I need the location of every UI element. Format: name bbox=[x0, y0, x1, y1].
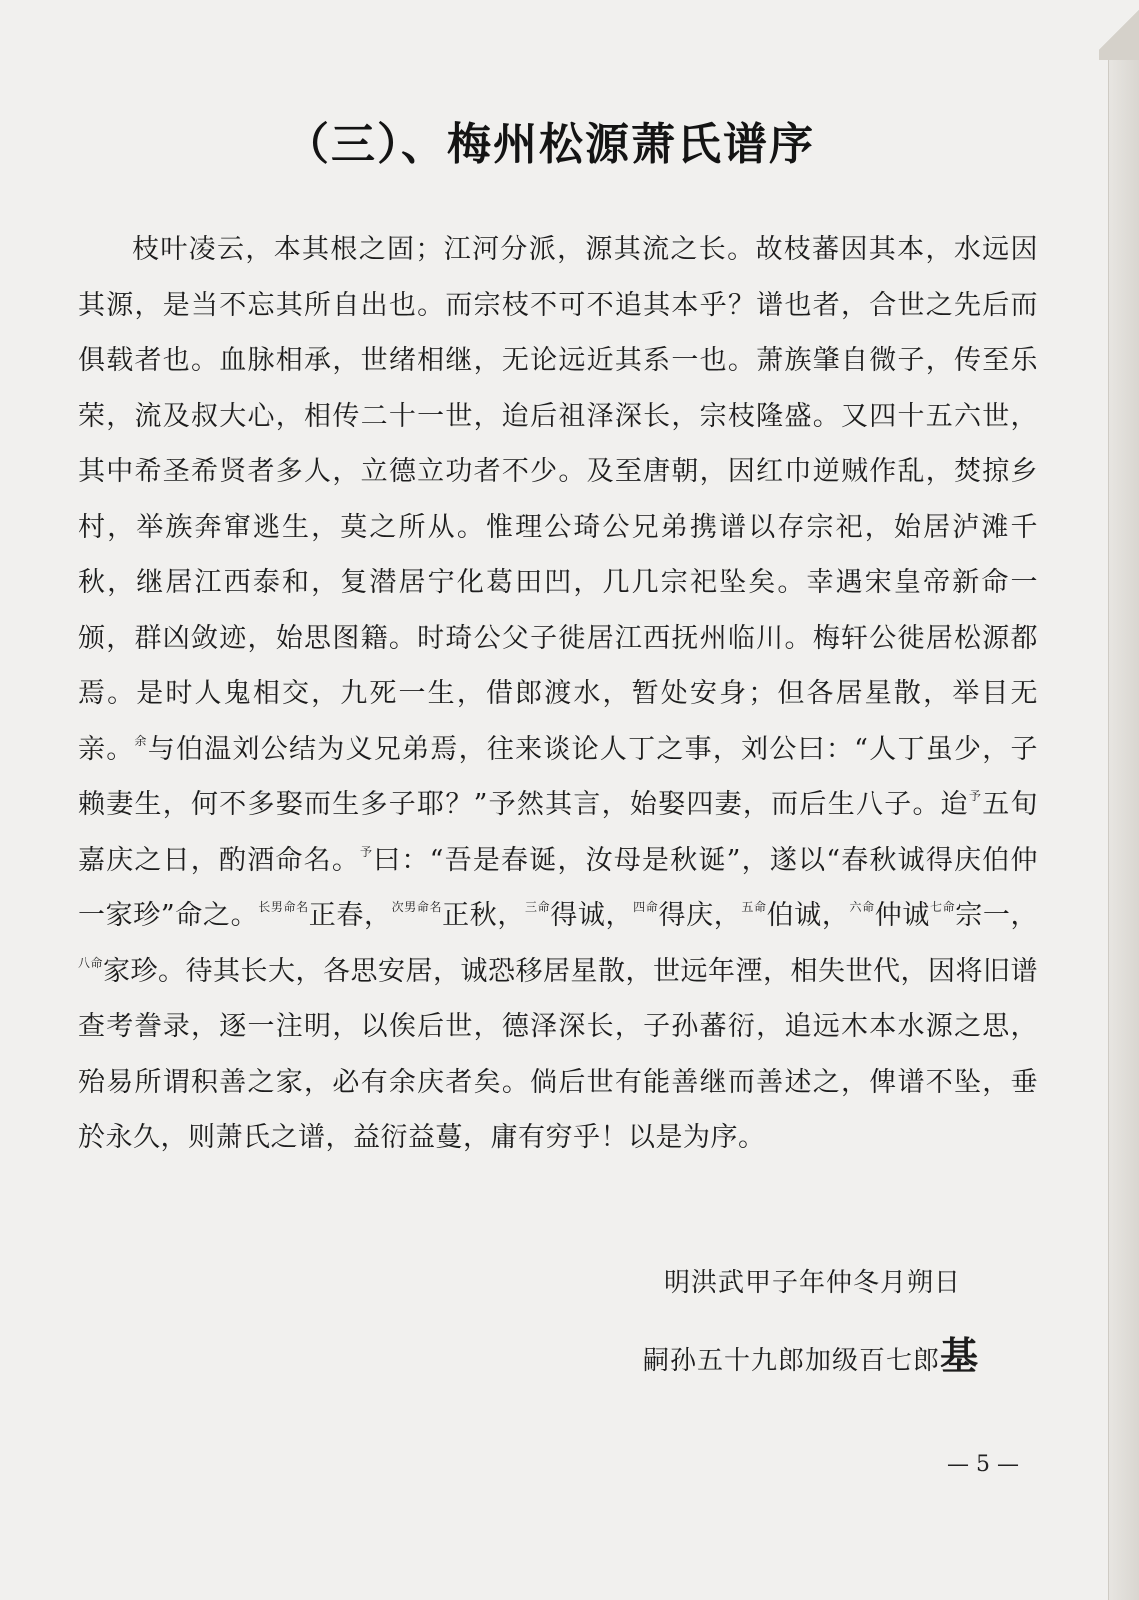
superscript-annotation: 六命 bbox=[849, 900, 875, 914]
body-text-segment: 正秋， bbox=[442, 900, 526, 931]
body-text-segment: 正春， bbox=[308, 900, 392, 931]
author-prefix: 嗣孙五十九郎加级百七郎 bbox=[642, 1346, 940, 1376]
page-edge bbox=[1108, 0, 1139, 1600]
superscript-annotation: 予 bbox=[360, 844, 374, 859]
superscript-annotation: 三命 bbox=[525, 900, 551, 914]
body-text-segment: 得诚， bbox=[550, 900, 634, 931]
superscript-annotation: 余 bbox=[134, 733, 148, 748]
superscript-annotation: 长男命名 bbox=[258, 900, 309, 914]
body-text-segment: 宗一， bbox=[955, 900, 1039, 931]
body-text-segment: 五旬嘉庆之日，酌酒命名。 bbox=[78, 789, 1038, 876]
superscript-annotation: 五命 bbox=[741, 900, 767, 914]
author-name: 基 bbox=[939, 1333, 979, 1378]
superscript-annotation: 七命 bbox=[930, 900, 956, 914]
superscript-annotation: 四命 bbox=[633, 900, 659, 914]
superscript-annotation: 次男命名 bbox=[391, 900, 443, 914]
body-text-segment: 得庆， bbox=[658, 900, 742, 931]
superscript-annotation: 予 bbox=[968, 789, 983, 803]
body-text-segment: 与伯温刘公结为义兄弟焉，往来谈论人丁之事，刘公曰：“人丁虽少，子赖妻生，何不多娶而生多子耶？”予然其言，始娶四妻，而后生八子。迨 bbox=[78, 733, 1038, 820]
body-text-segment: 曰：“吾是春诞，汝母是秋诞”，遂以“春秋诚得庆伯仲一家珍”命之。 bbox=[78, 844, 1038, 931]
superscript-annotation: 八命 bbox=[78, 955, 104, 970]
page-corner-fold bbox=[1099, 0, 1139, 60]
body-text-segment: 仲诚 bbox=[874, 900, 931, 931]
preface-body-text bbox=[78, 222, 1038, 1166]
page-number: — 5 — bbox=[947, 1452, 1019, 1477]
body-text-segment: 伯诚， bbox=[766, 900, 850, 931]
page-title: （三）、梅州松源萧氏谱序 bbox=[285, 119, 815, 170]
body-text-segment: 枝叶凌云，本其根之固；江河分派，源其流之长。故枝蕃因其本，水远因其源，是当不忘其所自出也。而宗枝不可不追其本乎？谱也者，合世之先后而俱载者也。血脉相承，世绪相继，无论远近其系一也。萧族肇自微子，传至乐荣，流及叔大心，相传二十一世，迨后祖泽深长，宗枝隆盛。又四十五六世，其中希圣希贤者多人，立德立功者不少。及至唐朝，因红巾逆贼作乱，焚掠乡村，举族奔窜逃生，莫之所从。惟理公琦公兄弟携谱以存宗祀，始居泸滩千秋，继居江西泰和，复潜居宁化葛田凹，几几宗祀坠矣。幸遇宋皇帝新命一颁，群凶敛迹，始思图籍。时琦公父子徙居江西抚州临川。梅轩公徙居松源都焉。是时人鬼相交，九死一生，借郎渡水，暂处安身；但各居星散，举目无亲。 bbox=[78, 234, 1038, 765]
body-text-segment: 家珍。待其长大，各思安居，诚恐移居星散，世远年湮，相失世代，因将旧谱查考誊录，逐一注明，以俟后世，德泽深长，子孙蕃衍，追远木本水源之思，殆易所谓积善之家，必有余庆者矣。倘后世有能善继而善述之，俾谱不坠，垂於永久，则萧氏之谱，益衍益蔓，庸有穷乎！以是为序。 bbox=[78, 955, 1039, 1153]
signature-date: 明洪武甲子年仲冬月朔日 bbox=[663, 1268, 961, 1298]
signature-author bbox=[643, 1325, 979, 1380]
